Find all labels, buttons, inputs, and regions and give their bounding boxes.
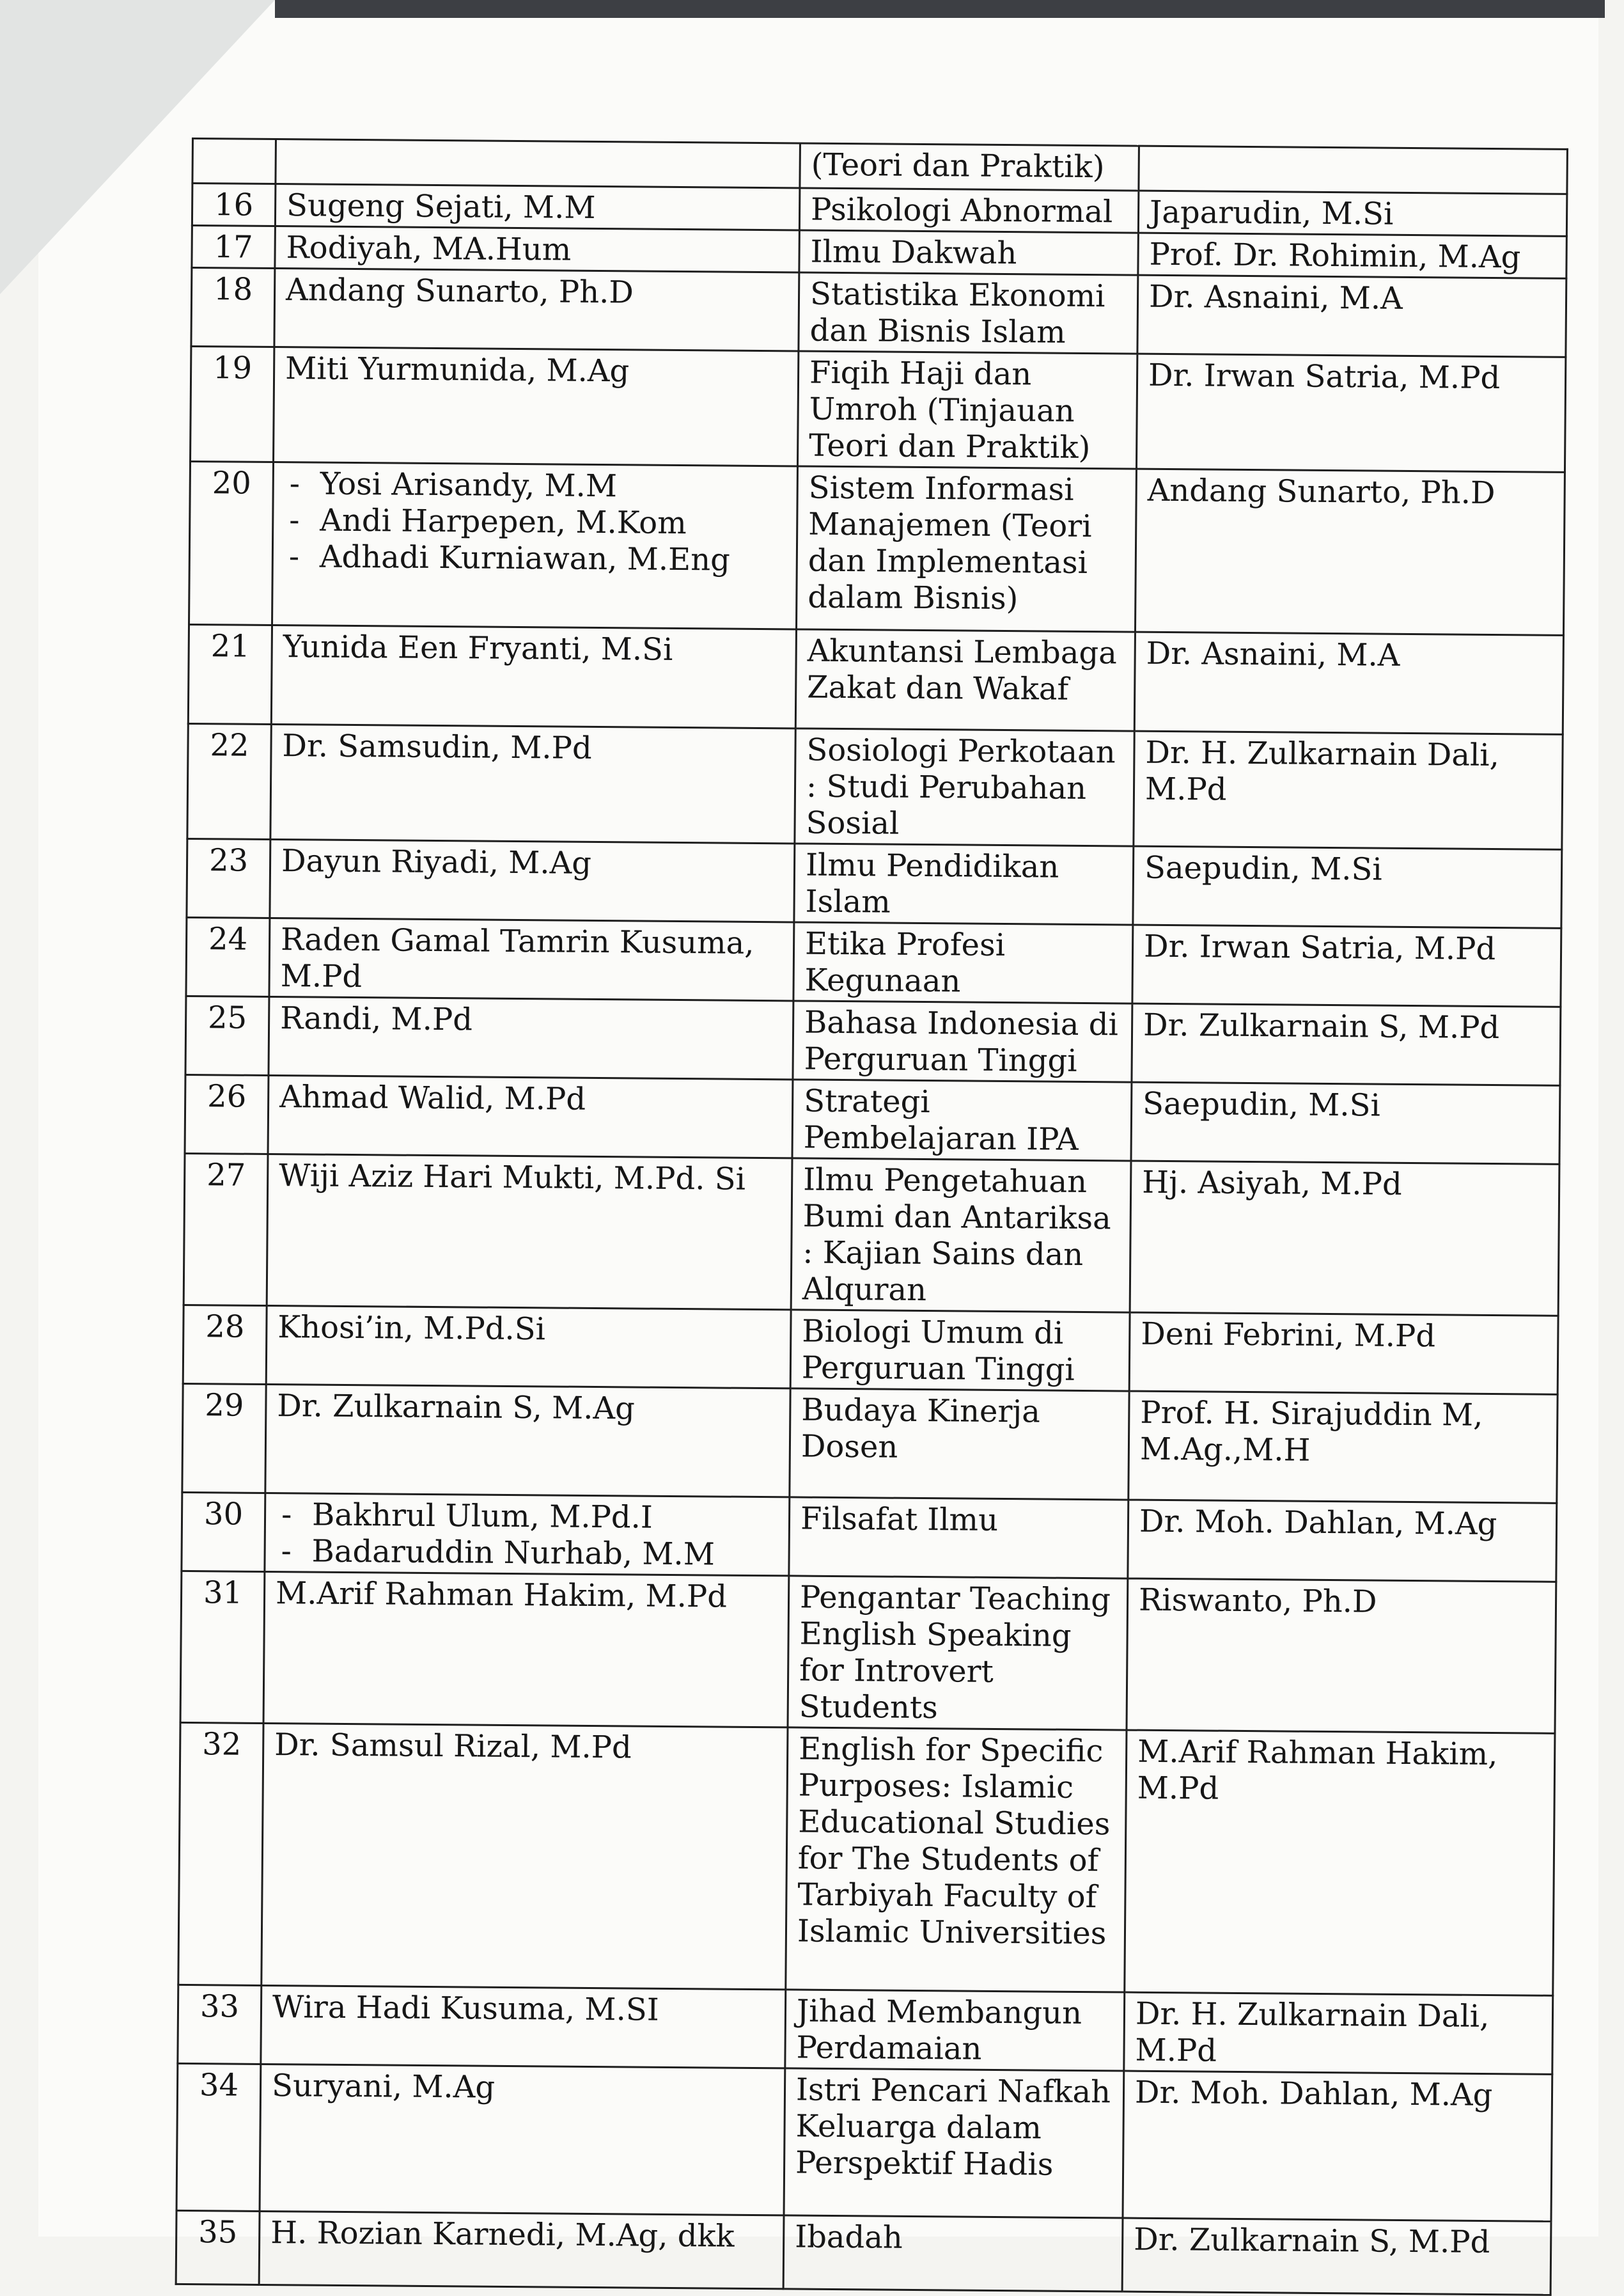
table-row: [191, 347, 1566, 473]
book-title-cell: Budaya Kinerja Dosen: [790, 1388, 1129, 1500]
reviewer-cell: [1139, 146, 1568, 194]
author-cell: Raden Gamal Tamrin Kusuma, M.Pd: [269, 918, 794, 1000]
book-title-cell: Filsafat Ilmu: [789, 1497, 1128, 1578]
book-title-cell: Ilmu Dakwah: [799, 230, 1139, 275]
author-cell: Dr. Zulkarnain S, M.Ag: [265, 1384, 790, 1497]
author-cell: Khosi’in, M.Pd.Si: [266, 1305, 791, 1388]
author-cell: Miti Yurmunida, M.Ag: [274, 347, 799, 466]
row-number: [192, 139, 276, 184]
row-number: 18: [191, 268, 275, 347]
book-title-cell: Akuntansi Lembaga Zakat dan Wakaf: [795, 629, 1135, 731]
author-list-item: - Yosi Arisandy, M.M: [285, 466, 788, 506]
table-row: [182, 1492, 1557, 1582]
book-title-cell: Sistem Informasi Manajemen (Teori dan Implementasi dalam Bisnis): [796, 466, 1136, 632]
row-number: 35: [176, 2210, 260, 2284]
reviewer-cell: Hj. Asiyah, M.Pd: [1130, 1161, 1559, 1316]
table-row: [185, 1074, 1560, 1164]
book-title-cell: Strategi Pembelajaran IPA: [792, 1080, 1132, 1161]
book-title-cell: Statistika Ekonomi dan Bisnis Islam: [799, 272, 1138, 354]
row-number: 21: [188, 624, 272, 724]
author-cell: Andang Sunarto, Ph.D: [274, 269, 799, 351]
reviewer-cell: Prof. H. Sirajuddin M, M.Ag.,M.H: [1128, 1391, 1558, 1503]
author-cell: Dr. Samsul Rizal, M.Pd: [262, 1723, 788, 1989]
author-cell: Yunida Een Fryanti, M.Si: [271, 625, 796, 728]
table-row: [176, 2210, 1551, 2295]
author-cell: M.Arif Rahman Hakim, M.Pd: [263, 1571, 789, 1727]
reviewer-cell: Prof. Dr. Rohimin, M.Ag: [1138, 233, 1566, 278]
author-list: [276, 1497, 779, 1573]
table-row: [180, 1571, 1556, 1733]
reviewer-cell: Dr. Asnaini, M.A: [1134, 632, 1563, 734]
row-number: 17: [192, 226, 276, 269]
reviewer-cell: Japarudin, M.Si: [1138, 191, 1566, 236]
author-cell: Rodiyah, MA.Hum: [275, 226, 799, 272]
row-number: 25: [185, 996, 269, 1075]
reviewer-cell: Dr. Asnaini, M.A: [1137, 275, 1566, 357]
table-row: [191, 268, 1566, 358]
reviewer-cell: Dr. Zulkarnain S, M.Pd: [1122, 2218, 1551, 2295]
book-title-cell: Ilmu Pendidikan Islam: [794, 844, 1134, 925]
reviewer-cell: Deni Febrini, M.Pd: [1129, 1312, 1558, 1394]
row-number: 22: [187, 723, 271, 839]
table-row: [183, 1153, 1559, 1316]
book-title-cell: Etika Profesi Kegunaan: [793, 922, 1133, 1003]
book-title-cell: Biologi Umum di Perguruan Tinggi: [790, 1310, 1130, 1391]
table-row: [187, 838, 1562, 928]
author-cell: Randi, M.Pd: [269, 996, 793, 1079]
table-row: [176, 2063, 1552, 2221]
book-title-cell: Jihad Membangun Perdamaian: [785, 1990, 1125, 2071]
author-list-item: - Adhadi Kurniawan, M.Eng: [284, 539, 787, 579]
author-cell: [265, 1493, 790, 1575]
author-cell: H. Rozian Karnedi, M.Ag, dkk: [259, 2211, 784, 2288]
reviewer-cell: M.Arif Rahman Hakim, M.Pd: [1125, 1730, 1555, 1995]
table-row: [183, 1305, 1558, 1394]
reviewer-cell: Dr. H. Zulkarnain Dali, M.Pd: [1124, 1992, 1553, 2074]
table-row: [189, 461, 1565, 635]
reviewer-cell: Dr. H. Zulkarnain Dali, M.Pd: [1134, 731, 1563, 849]
row-number: 30: [182, 1492, 265, 1571]
reviewer-cell: Riswanto, Ph.D: [1127, 1578, 1556, 1733]
book-title-cell: Psikologi Abnormal: [799, 188, 1139, 233]
author-cell: Sugeng Sejati, M.M: [275, 184, 799, 230]
table-row: [185, 996, 1561, 1085]
row-number: 23: [187, 838, 270, 918]
row-number: 33: [178, 1985, 262, 2064]
reviewer-cell: Dr. Zulkarnain S, M.Pd: [1132, 1003, 1561, 1085]
scan-edge-strip: [275, 0, 1605, 18]
row-number: 28: [183, 1305, 267, 1384]
author-cell: [272, 462, 798, 629]
author-list-item: - Badaruddin Nurhab, M.M: [276, 1533, 779, 1573]
book-title-cell: Pengantar Teaching English Speaking for Introvert Students: [788, 1576, 1128, 1730]
author-cell: Ahmad Walid, M.Pd: [268, 1075, 793, 1158]
book-title-cell: Istri Pencari Nafkah Keluarga dalam Perspektif Hadis: [784, 2068, 1124, 2218]
author-list-item: - Andi Harpepen, M.Kom: [284, 502, 787, 542]
row-number: 27: [183, 1153, 268, 1305]
row-number: 32: [178, 1722, 263, 1985]
reviewer-cell: Saepudin, M.Si: [1131, 1082, 1560, 1164]
row-number: 16: [192, 184, 276, 226]
book-title-cell: (Teori dan Praktik): [800, 143, 1139, 191]
reviewer-cell: Dr. Irwan Satria, M.Pd: [1132, 925, 1561, 1007]
reviewer-cell: Dr. Moh. Dahlan, M.Ag: [1128, 1500, 1557, 1582]
book-title-cell: Sosiologi Perkotaan : Studi Perubahan Sosial: [795, 728, 1134, 846]
author-cell: Dayun Riyadi, M.Ag: [270, 839, 795, 922]
table-row: [182, 1383, 1558, 1503]
author-cell: Dr. Samsudin, M.Pd: [270, 725, 795, 844]
author-list-item: - Bakhrul Ulum, M.Pd.I: [276, 1497, 779, 1537]
book-title-cell: Bahasa Indonesia di Perguruan Tinggi: [793, 1001, 1132, 1082]
author-list: [284, 466, 788, 579]
book-title-cell: Ibadah: [783, 2215, 1123, 2292]
table-body: [176, 139, 1567, 2295]
table-row: [186, 917, 1561, 1007]
author-cell: Wira Hadi Kusuma, M.SI: [261, 1985, 786, 2068]
table-row: [178, 1722, 1555, 1995]
row-number: 19: [191, 347, 274, 462]
row-number: 34: [176, 2063, 261, 2211]
table-row: [188, 624, 1563, 734]
row-number: 31: [180, 1571, 265, 1723]
row-number: 20: [189, 461, 274, 625]
reviewer-cell: Dr. Irwan Satria, M.Pd: [1136, 354, 1565, 472]
book-title-cell: English for Specific Purposes: Islamic Educational Studies for The Students of Tarbiyah Faculty of Islamic Universities: [786, 1727, 1127, 1992]
row-number: 26: [185, 1074, 269, 1154]
table-row: [178, 1985, 1553, 2074]
author-cell: Suryani, M.Ag: [260, 2064, 785, 2215]
book-title-cell: Fiqih Haji dan Umroh (Tinjauan Teori dan Praktik): [797, 351, 1137, 469]
row-number: 29: [182, 1383, 266, 1493]
row-number: 24: [186, 917, 270, 996]
book-title-cell: Ilmu Pengetahuan Bumi dan Antariksa : Kajian Sains dan Alquran: [791, 1158, 1131, 1312]
reviewer-table: [175, 138, 1568, 2296]
author-cell: Wiji Aziz Hari Mukti, M.Pd. Si: [267, 1154, 792, 1309]
reviewer-cell: Andang Sunarto, Ph.D: [1135, 469, 1565, 635]
reviewer-cell: Dr. Moh. Dahlan, M.Ag: [1123, 2071, 1552, 2221]
reviewer-cell: Saepudin, M.Si: [1133, 846, 1562, 928]
table-row: [187, 723, 1563, 849]
author-cell: [276, 139, 800, 188]
